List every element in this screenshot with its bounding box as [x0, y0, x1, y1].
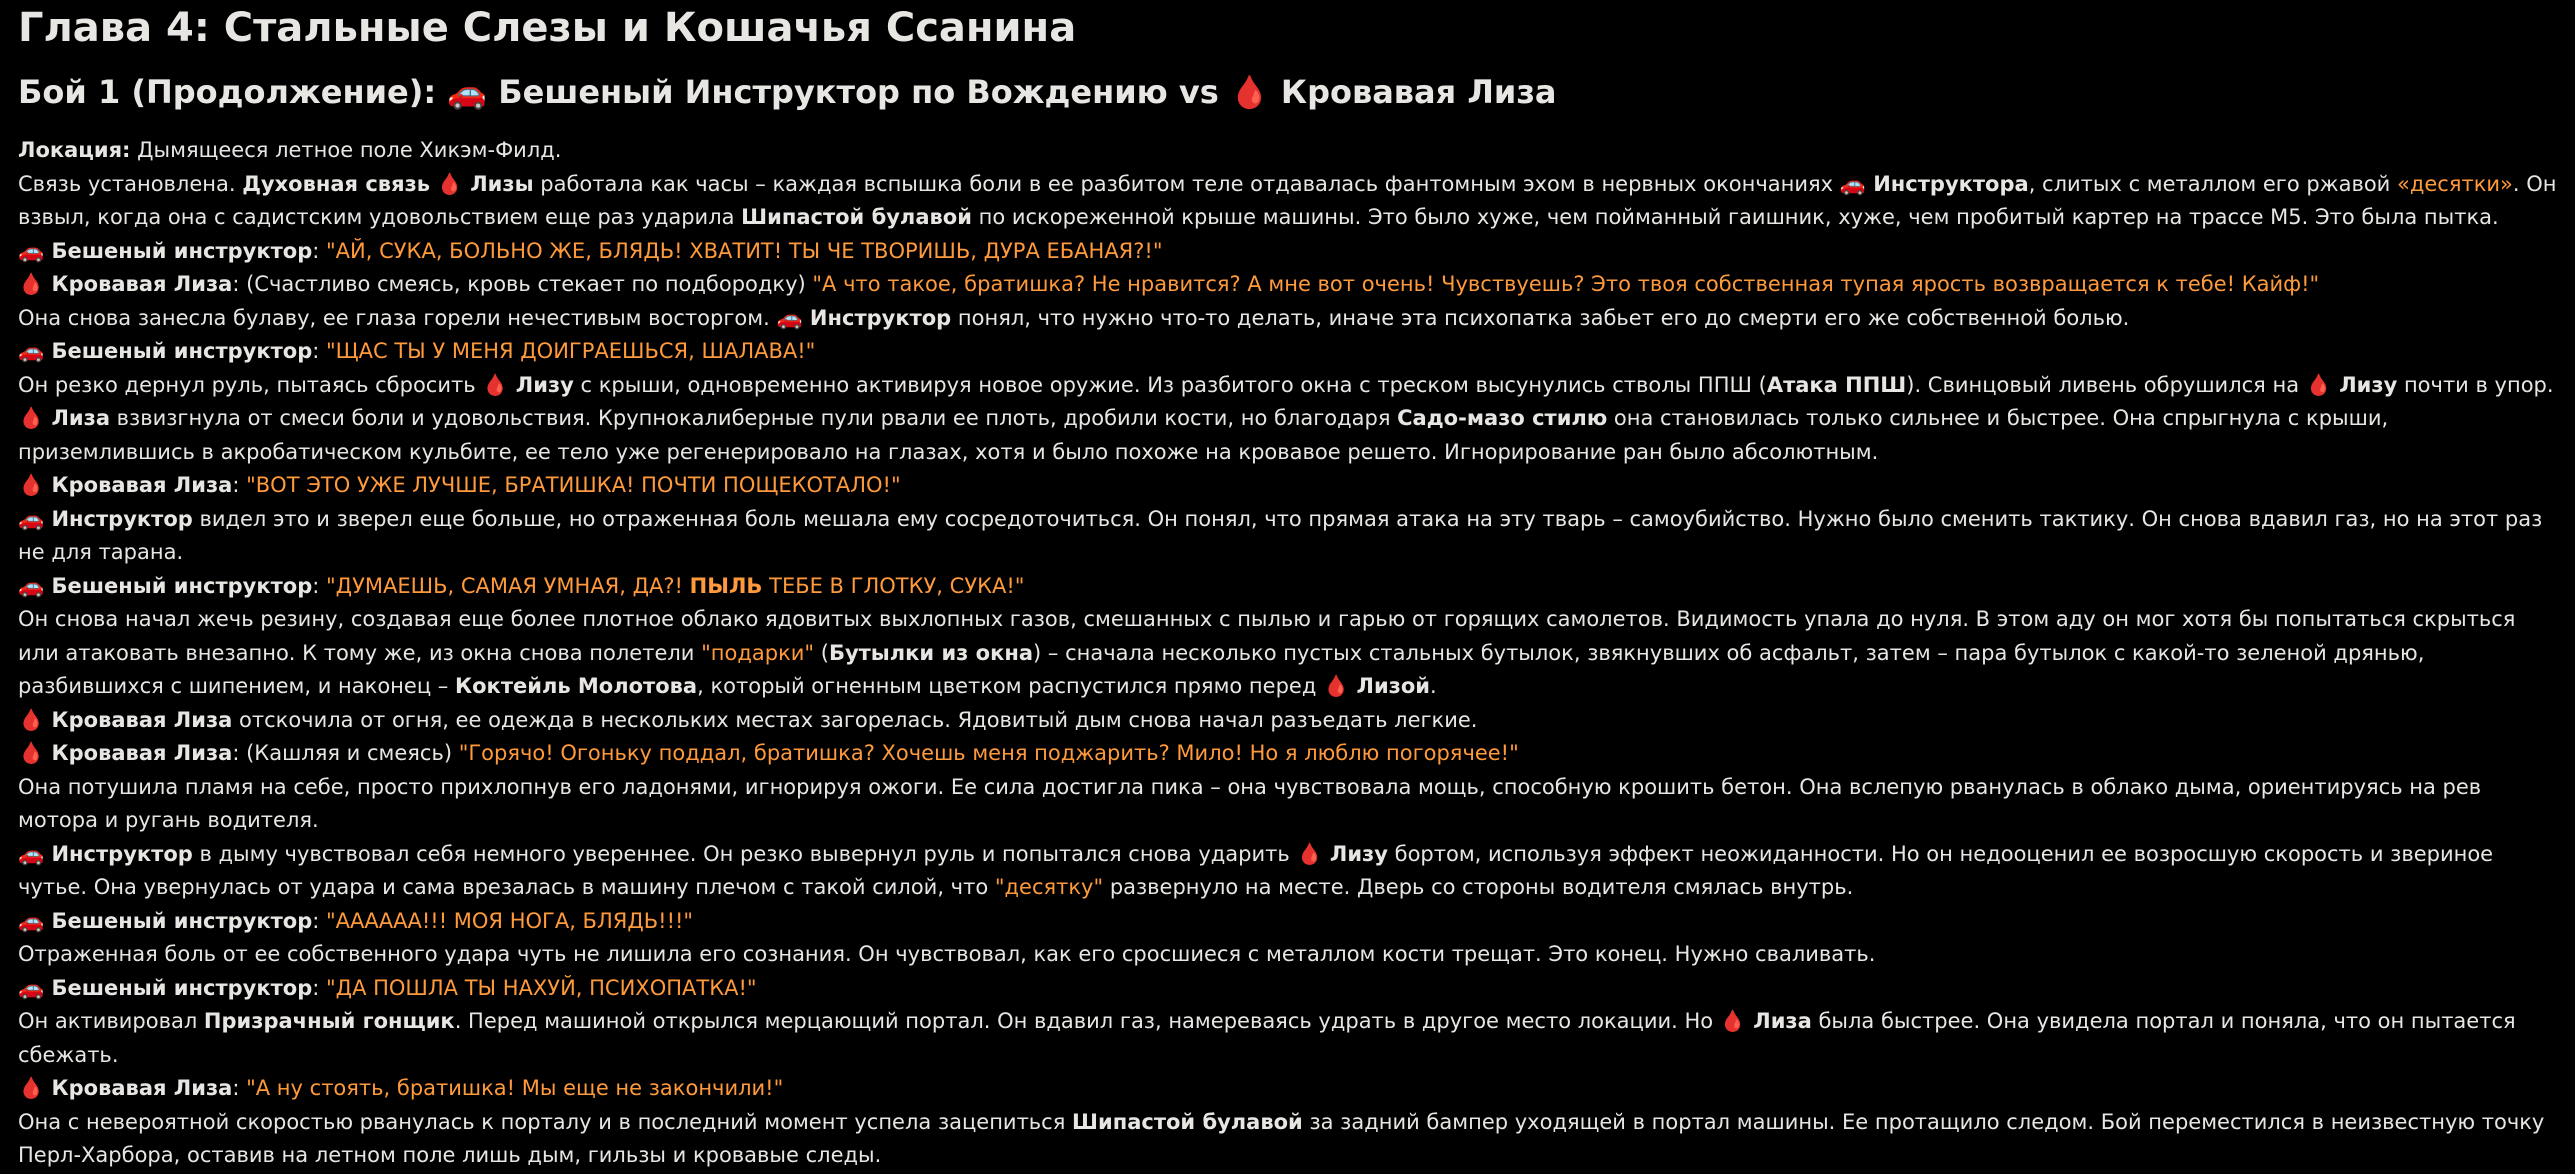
bold-term: Кровавая Лиза: [44, 741, 233, 765]
bold-term: Лизы: [462, 171, 534, 196]
paragraph-text: [430, 172, 437, 196]
story-paragraph: [18, 905, 2557, 939]
story-paragraph: [18, 369, 2557, 403]
paragraph-text: : (Счастливо смеясь, кровь стекает по подбородку): [232, 272, 813, 296]
bold-term: Лиза: [1745, 1009, 1812, 1033]
story-paragraph: [18, 1072, 2557, 1106]
bold-term: Лизой: [1349, 674, 1430, 698]
car-icon: 🚗: [18, 908, 45, 933]
bold-term: Инструктора: [1865, 171, 2029, 196]
paragraph-text: Связь установлена.: [18, 171, 243, 196]
paragraph-text: взвизгнула от смеси боли и удовольствия. Крупнокалиберные пули рвали ее плоть, дробили кости, но благодаря: [110, 406, 1398, 430]
story-paragraph: [18, 1106, 2557, 1173]
bold-term: Инструктор: [802, 305, 952, 330]
quote-text: "ВОТ ЭТО УЖЕ ЛУЧШЕ, БРАТИШКА! ПОЧТИ ПОЩЕКОТАЛО!": [246, 473, 901, 497]
story-paragraph: [18, 302, 2557, 336]
blood-drop-icon: 🩸: [1229, 73, 1270, 111]
car-icon: 🚗: [18, 841, 45, 866]
bold-term: Инструктор: [44, 841, 193, 866]
car-icon: 🚗: [18, 975, 45, 1000]
paragraph-text: бортом, используя эффект неожиданности. Но он недооценил ее возросшую скорость и звериное чутье. Она увернулась от удара и сама врезалась в машину плечом с такой силой, что: [18, 841, 2494, 899]
paragraph-text: Он снова начал жечь резину, создавая еще более плотное облако ядовитых выхлопных газов, смешанных с пылью и гарью от горящих самолетов. Видимость упала до нуля. В этом аду он мог хотя бы попытаться скрыться или атаковать внезапно. К тому же, из окна снова полетели: [18, 607, 2516, 665]
bold-term: Бешеный инструктор: [44, 975, 313, 1000]
bold-term: Кровавая Лиза: [44, 272, 233, 296]
story-paragraph: [18, 603, 2557, 704]
quote-text: "подарки": [701, 640, 815, 665]
blood-drop-icon: 🩸: [18, 707, 45, 732]
blood-drop-icon: 🩸: [18, 272, 45, 296]
bold-term: Бешеный инструктор: [44, 238, 313, 263]
paragraph-text: почти в упор.: [2397, 372, 2554, 397]
blood-drop-icon: 🩸: [436, 171, 463, 196]
fight-title-name2: Кровавая Лиза: [1280, 73, 1557, 111]
paragraph-text: Она с невероятной скоростью рванулась к порталу и в последний момент успела зацепиться: [18, 1109, 1073, 1134]
bold-term: Локация:: [18, 138, 131, 162]
bold-term: Лизу: [1322, 841, 1388, 866]
car-icon: 🚗: [18, 238, 45, 263]
bold-term: Лиза: [44, 406, 110, 430]
quote-text: "А что такое, братишка? Не нравится? А мне вот очень! Чувствуешь? Это твоя собственная тупая ярость возвращается к тебе! Кайф!": [812, 272, 2320, 296]
blood-drop-icon: 🩸: [18, 406, 45, 430]
car-icon: 🚗: [18, 506, 45, 531]
quote-text: "ДА ПОШЛА ТЫ НАХУЙ, ПСИХОПАТКА!": [326, 975, 757, 1000]
paragraph-text: . Перед машиной открылся мерцающий портал. Он вдавил газ, намереваясь удрать в другое место локации. Но: [454, 1009, 1720, 1033]
car-icon: 🚗: [18, 339, 45, 363]
story-paragraph: [18, 134, 2557, 168]
paragraph-text: :: [312, 573, 326, 598]
story-paragraph: [18, 972, 2557, 1006]
quote-text: "АЙ, СУКА, БОЛЬНО ЖЕ, БЛЯДЬ! ХВАТИТ! ТЫ ЧЕ ТВОРИШЬ, ДУРА ЕБАНАЯ?!": [326, 238, 1163, 263]
bold-term: Инструктор: [44, 506, 193, 531]
story-paragraph: [18, 938, 2557, 972]
bold-term: Кровавая Лиза: [44, 1076, 233, 1100]
paragraph-text: : (Кашляя и смеясь): [232, 741, 459, 765]
bold-term: Шипастой булавой: [741, 205, 972, 229]
paragraph-text: :: [312, 339, 326, 363]
blood-drop-icon: 🩸: [2305, 372, 2332, 397]
story-paragraph: [18, 469, 2557, 503]
bold-term: Кровавая Лиза: [44, 707, 233, 732]
story-paragraph: [18, 737, 2557, 771]
paragraph-text: Она снова занесла булаву, ее глаза горели нечестивым восторгом.: [18, 305, 777, 330]
car-icon: 🚗: [18, 573, 45, 598]
quote-text: "Горячо! Огоньку поддал, братишка? Хочешь меня поджарить? Мило! Но я люблю погорячее!": [458, 741, 1519, 765]
bold-term: Коктейль Молотова: [454, 674, 698, 698]
paragraph-text: Отраженная боль от ее собственного удара чуть не лишила его сознания. Он чувствовал, как его сросшиеся с металлом кости трещат. Это конец. Нужно сваливать.: [18, 942, 1876, 966]
fight-title: [18, 70, 2557, 114]
bold-term: Садо-мазо стилю: [1397, 406, 1608, 430]
story-paragraph: [18, 704, 2557, 738]
blood-drop-icon: 🩸: [1323, 674, 1350, 698]
paragraph-text: она становилась только сильнее и быстрее. Она спрыгнула с крыши, приземлившись в акробатическом кульбите, ее тело уже регенерировало на глазах, хотя и было похоже на кровавое решето. Игнорирование ран было абсолютным.: [18, 406, 2389, 464]
bold-term: Бутылки из окна: [828, 640, 1034, 665]
paragraph-text: ) – сначала несколько пустых стальных бутылок, звякнувших об асфальт, затем – пара бутылок с какой-то зеленой дрянью, разбившихся с шипением, и наконец –: [18, 640, 2425, 698]
paragraph-text: :: [232, 1076, 247, 1100]
quote-text: "ЩАС ТЫ У МЕНЯ ДОИГРАЕШЬСЯ, ШАЛАВА!": [326, 339, 816, 363]
story-paragraph: [18, 402, 2557, 469]
paragraph-text: в дыму чувствовал себя немного увереннее. Он резко вывернул руль и попытался снова ударить: [192, 841, 1297, 866]
paragraph-text: понял, что нужно что-то делать, иначе эта психопатка забьет его до смерти его же собственной болью.: [951, 305, 2130, 330]
car-icon: 🚗: [1839, 171, 1866, 196]
paragraph-text: Она потушила пламя на себе, просто прихлопнув его ладонями, игнорируя ожоги. Ее сила достигла пика – она чувствовала мощь, способную крошить бетон. Она вслепую рванулась в облако дыма, ориентируясь на рев мотора и ругань водителя.: [18, 774, 2482, 832]
paragraph-text: Он резко дернул руль, пытаясь сбросить: [18, 372, 483, 397]
story-paragraph: [18, 503, 2557, 570]
blood-drop-icon: 🩸: [18, 1076, 45, 1100]
bold-term: Лизу: [2331, 372, 2398, 397]
paragraph-text: ). Свинцовый ливень обрушился на: [1906, 372, 2306, 397]
paragraph-text: видел это и зверел еще больше, но отраженная боль мешала ему сосредоточиться. Он понял, что прямая атака на эту тварь – самоубийство. Нужно было сменить тактику. Он снова вдавил газ, но на этот раз не для тарана.: [18, 506, 2543, 564]
bold-term: Кровавая Лиза: [44, 473, 233, 497]
blood-drop-icon: 🩸: [1719, 1009, 1746, 1033]
bold-term: Лизу: [508, 372, 574, 397]
story-paragraph: [18, 771, 2557, 838]
story-paragraph: [18, 235, 2557, 269]
paragraph-text: была быстрее. Она увидела портал и поняла, что он пытается сбежать.: [18, 1009, 2516, 1067]
paragraph-text: :: [232, 473, 247, 497]
bold-term: Духовная связь: [242, 171, 431, 196]
blood-drop-icon: 🩸: [18, 473, 45, 497]
bold-term: Шипастой булавой: [1072, 1109, 1303, 1134]
blood-drop-icon: 🩸: [1296, 841, 1323, 866]
story-paragraph: [18, 268, 2557, 302]
paragraph-text: . Он взвыл, когда она с садистским удовольствием еще раз ударила: [18, 171, 2557, 229]
bold-term: Бешеный инструктор: [44, 908, 313, 933]
paragraph-text: развернуло на месте. Дверь со стороны водителя смялась внутрь.: [1103, 875, 1854, 899]
paragraph-text: отскочила от огня, ее одежда в нескольких местах загорелась. Ядовитый дым снова начал разъедать легкие.: [232, 707, 1478, 732]
quote-text: ПЫЛЬ: [689, 573, 763, 598]
paragraph-text: , который огненным цветком распустился прямо перед: [697, 674, 1324, 698]
paragraph-text: :: [312, 238, 326, 263]
story-paragraph: [18, 838, 2557, 905]
paragraph-text: :: [312, 975, 326, 1000]
bold-term: Бешеный инструктор: [44, 573, 313, 598]
quote-text: ТЕБЕ В ГЛОТКУ, СУКА!": [762, 573, 1025, 598]
bold-term: Бешеный инструктор: [44, 339, 313, 363]
quote-text: "АААААА!!! МОЯ НОГА, БЛЯДЬ!!!": [326, 908, 694, 933]
quote-text: "десятку": [994, 875, 1104, 899]
blood-drop-icon: 🩸: [482, 372, 509, 397]
bold-term: Призрачный гонщик: [203, 1009, 455, 1033]
story-paragraph: [18, 1005, 2557, 1072]
paragraph-text: по искореженной крыше машины. Это было хуже, чем пойманный гаишник, хуже, чем пробитый картер на трассе М5. Это была пытка.: [971, 205, 2499, 229]
car-icon: 🚗: [447, 73, 488, 111]
paragraph-text: с крыши, одновременно активируя новое оружие. Из разбитого окна с треском высунулись стволы ППШ (: [573, 372, 1767, 397]
paragraph-text: (: [814, 640, 829, 665]
story-paragraph: [18, 168, 2557, 235]
blood-drop-icon: 🩸: [18, 741, 45, 765]
car-icon: 🚗: [776, 305, 803, 330]
quote-text: "А ну стоять, братишка! Мы еще не закончили!": [246, 1076, 784, 1100]
story-paragraph: [18, 570, 2557, 604]
fight-title-prefix: Бой 1 (Продолжение):: [18, 73, 437, 111]
quote-text: "ДУМАЕШЬ, САМАЯ УМНАЯ, ДА?!: [326, 573, 690, 598]
story-body: [18, 134, 2557, 1173]
paragraph-text: за задний бампер уходящей в портал машины. Ее протащило следом. Бой переместился в неизвестную точку Перл-Харбора, оставив на летном поле лишь дым, гильзы и кровавые следы.: [18, 1109, 2545, 1167]
story-paragraph: [18, 335, 2557, 369]
paragraph-text: , слитых с металлом его ржавой: [2028, 171, 2398, 196]
paragraph-text: работала как часы – каждая вспышка боли в ее разбитом теле отдавалась фантомным эхом в нервных окончаниях: [533, 171, 1840, 196]
bold-term: Атака ППШ: [1766, 372, 1907, 397]
paragraph-text: :: [312, 908, 326, 933]
fight-title-name1: Бешеный Инструктор по Вождению vs: [498, 73, 1219, 111]
chapter-title: Глава 4: Стальные Слезы и Кошачья Ссанина: [18, 5, 1077, 51]
paragraph-text: Дымящееся летное поле Хикэм-Филд.: [130, 138, 562, 162]
quote-text: «десятки»: [2397, 171, 2513, 196]
paragraph-text: .: [1430, 674, 1437, 698]
paragraph-text: Он активировал: [18, 1009, 204, 1033]
